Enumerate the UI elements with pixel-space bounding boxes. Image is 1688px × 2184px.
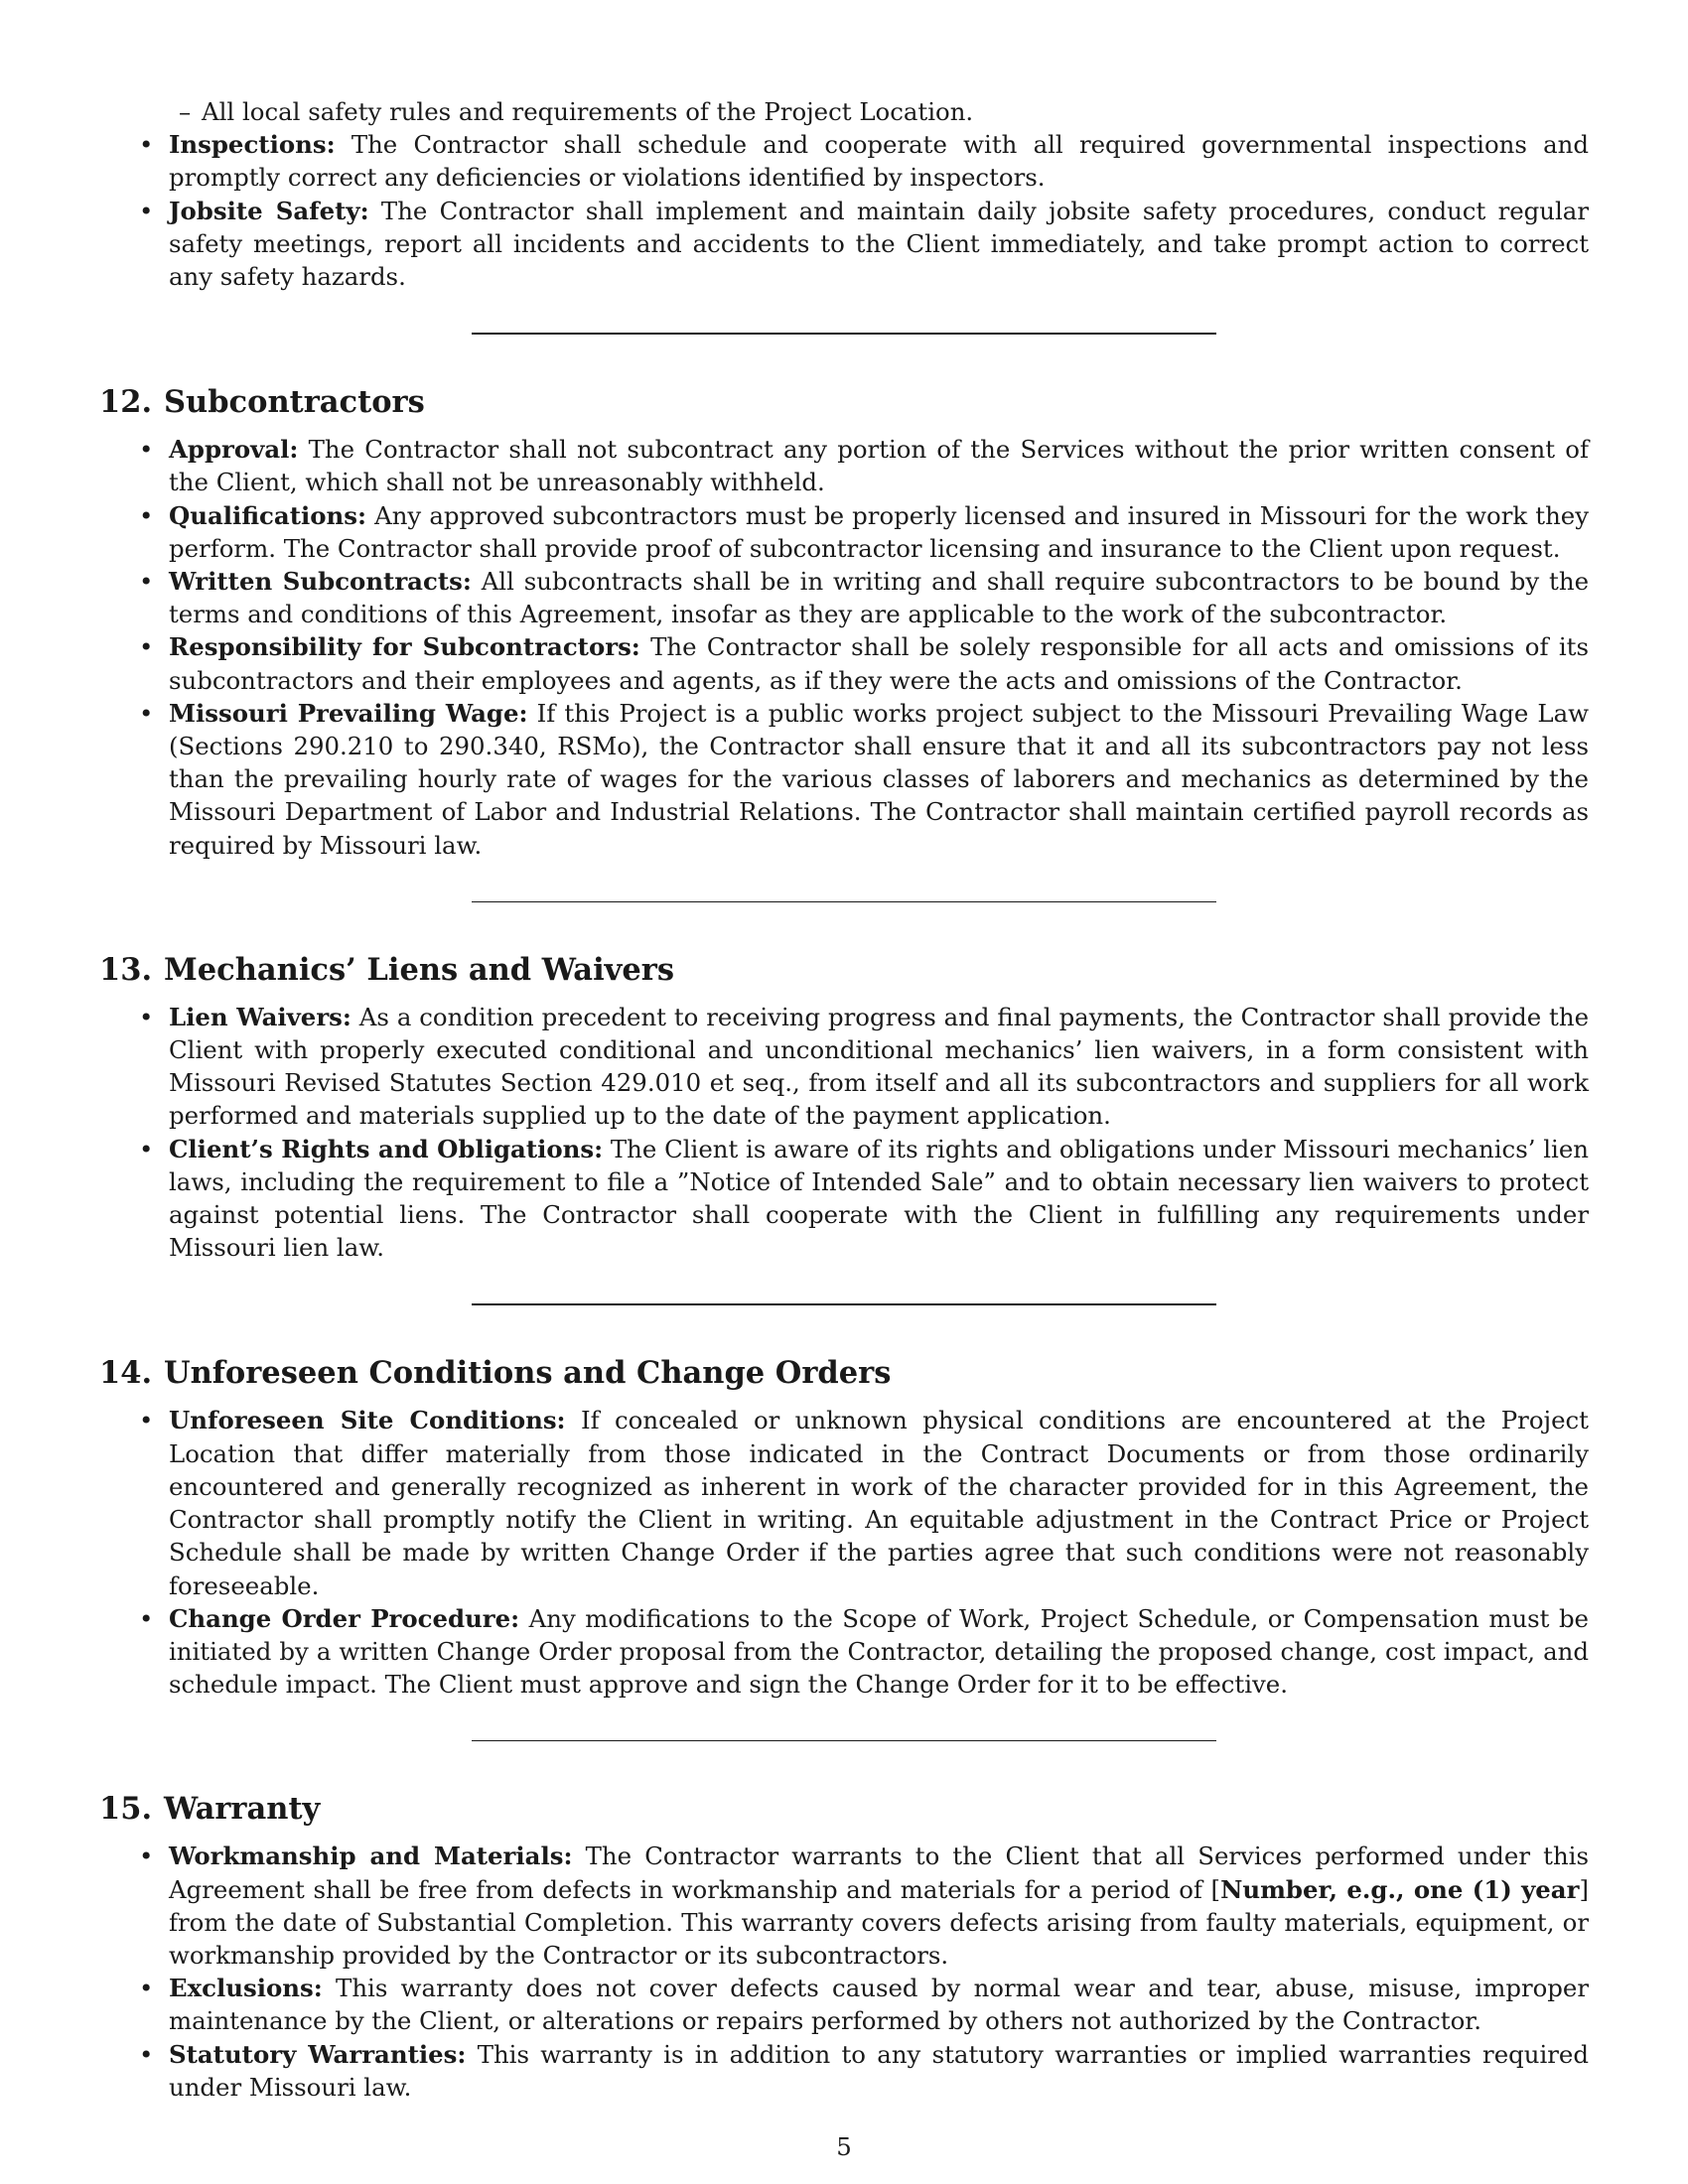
- section-divider: [472, 333, 1216, 335]
- item-text: The Contractor shall not subcontract any portion of the Services without the prior written consent of the Client, which shall not be unreasonably withheld.: [169, 435, 1589, 497]
- list-item: [99, 697, 1589, 862]
- item-text: All subcontracts shall be in writing and shall require subcontractors to be bound by the terms and conditions of this Agreement, insofar as they are applicable to the work of the subcontractor.: [169, 567, 1589, 629]
- bullet-icon: •: [139, 1134, 154, 1163]
- item-term: Qualifications:: [169, 500, 366, 530]
- section-number: 13.: [99, 951, 153, 988]
- bullet-icon: •: [139, 196, 154, 225]
- dash-marker: –: [179, 97, 192, 126]
- item-text: The Contractor warrants to the Client that all Services performed under this Agreement shall be free from defects in workmanship and materials for a period of [: [169, 1842, 1589, 1904]
- section-number: 12.: [99, 384, 153, 421]
- item-text: The Contractor shall be solely responsible for all acts and omissions of its subcontractors and their employees and agents, as if they were the acts and omissions of the Contractor.: [169, 632, 1589, 695]
- list-item: [99, 565, 1589, 630]
- bullet-icon: •: [139, 632, 154, 662]
- item-term: Change Order Procedure:: [169, 1603, 520, 1633]
- list-item: [99, 1133, 1589, 1265]
- item-text: The Client is aware of its rights and obligations under Missouri mechanics’ lien laws, including the requirement to file a ”Notice of Intended Sale” and to obtain necessary lien waivers to protect against potential liens. The Contractor shall cooperate with the Client in fulfilling any requirements under Missouri lien law.: [169, 1134, 1589, 1263]
- item-term: Client’s Rights and Obligations:: [169, 1134, 604, 1163]
- page-number: 5: [836, 2132, 852, 2161]
- list-item: [99, 2038, 1589, 2104]
- section-title: Mechanics’ Liens and Waivers: [164, 951, 675, 988]
- item-term: Unforeseen Site Conditions:: [169, 1406, 566, 1435]
- bullet-icon: •: [139, 500, 154, 530]
- list-item: [99, 1602, 1589, 1702]
- list-item: [99, 499, 1589, 565]
- section-12-list: [99, 433, 1589, 862]
- item-text: Any approved subcontractors must be properly licensed and insured in Missouri for the work they perform. The Contractor shall provide proof of subcontractor licensing and insurance to the Client upon request.: [169, 500, 1589, 563]
- item-text: This warranty is in addition to any statutory warranties or implied warranties required under Missouri law.: [169, 2039, 1589, 2102]
- bullet-icon: •: [139, 1974, 154, 2003]
- section-13-list: [99, 1001, 1589, 1265]
- bullet-icon: •: [139, 567, 154, 597]
- item-text: The Contractor shall schedule and cooperate with all required governmental inspections and promptly correct any deficiencies or violations identified by inspectors.: [169, 130, 1589, 193]
- list-item: [99, 433, 1589, 498]
- bullet-icon: •: [139, 1842, 154, 1871]
- item-term: Lien Waivers:: [169, 1002, 352, 1031]
- dash-list-item: [99, 95, 1589, 128]
- section-title: Subcontractors: [164, 384, 425, 421]
- dash-item-text: All local safety rules and requirements of the Project Location.: [202, 97, 974, 126]
- warranty-period-placeholder: Number, e.g., one (1) year: [1220, 1874, 1580, 1904]
- bullet-icon: •: [139, 1002, 154, 1031]
- list-item: [99, 1840, 1589, 1972]
- bullet-icon: •: [139, 1406, 154, 1435]
- section-heading-12: [99, 382, 1589, 422]
- list-item: [99, 128, 1589, 194]
- section-number: 15.: [99, 1791, 153, 1828]
- section-number: 14.: [99, 1355, 153, 1392]
- list-item: [99, 1001, 1589, 1133]
- item-term: Missouri Prevailing Wage:: [169, 698, 528, 728]
- item-text: If this Project is a public works project subject to the Missouri Prevailing Wage Law (Sections 290.210 to 290.340, RSMo), the Contractor shall ensure that it and all its subcontractors pay not less than the prevailing hourly rate of wages for the various classes of laborers and mechanics as determined by the Missouri Department of Labor and Industrial Relations. The Contractor shall maintain certified payroll records as required by Missouri law.: [169, 698, 1589, 860]
- item-term: Statutory Warranties:: [169, 2039, 467, 2069]
- item-text: The Contractor shall implement and maintain daily jobsite safety procedures, conduct regular safety meetings, report all incidents and accidents to the Client immediately, and take prompt action to correct any safety hazards.: [169, 196, 1589, 292]
- item-term: Jobsite Safety:: [169, 196, 369, 225]
- section-heading-15: [99, 1789, 1589, 1829]
- prev-section-list: [99, 128, 1589, 293]
- section-divider: [472, 1740, 1216, 1741]
- section-heading-14: [99, 1353, 1589, 1393]
- section-title: Warranty: [164, 1791, 321, 1828]
- bullet-icon: •: [139, 435, 154, 465]
- item-text: As a condition precedent to receiving progress and final payments, the Contractor shall provide the Client with properly executed conditional and unconditional mechanics’ lien waivers, in a form consistent with Missouri Revised Statutes Section 429.010 et seq., from itself and all its subcontractors and suppliers for all work performed and materials supplied up to the date of the payment application.: [169, 1002, 1590, 1131]
- bullet-icon: •: [139, 2039, 154, 2069]
- section-divider: [472, 901, 1216, 902]
- list-item: [99, 1972, 1589, 2037]
- list-item: [99, 1404, 1589, 1601]
- list-item: [99, 630, 1589, 696]
- item-text: ] from the date of Substantial Completion. This warranty covers defects arising from faulty materials, equipment, or workmanship provided by the Contractor or its subcontractors.: [169, 1874, 1589, 1970]
- item-term: Approval:: [169, 435, 299, 465]
- section-title: Unforeseen Conditions and Change Orders: [164, 1355, 892, 1392]
- bullet-icon: •: [139, 698, 154, 728]
- section-15-list: [99, 1840, 1589, 2104]
- section-divider: [472, 1303, 1216, 1305]
- section-heading-13: [99, 950, 1589, 990]
- item-term: Exclusions:: [169, 1974, 323, 2003]
- item-text: Any modifications to the Scope of Work, Project Schedule, or Compensation must be initiated by a written Change Order proposal from the Contractor, detailing the proposed change, cost impact, and schedule impact. The Client must approve and sign the Change Order for it to be effective.: [169, 1603, 1589, 1700]
- item-text: If concealed or unknown physical conditions are encountered at the Project Location that differ materially from those indicated in the Contract Documents or from those ordinarily encountered and generally recognized as inherent in work of the character provided for in this Agreement, the Contractor shall promptly notify the Client in writing. An equitable adjustment in the Contract Price or Project Schedule shall be made by written Change Order if the parties agree that such conditions were not reasonably foreseeable.: [169, 1406, 1589, 1600]
- item-term: Inspections:: [169, 130, 336, 160]
- bullet-icon: •: [139, 130, 154, 160]
- item-term: Written Subcontracts:: [169, 567, 472, 597]
- section-14-list: [99, 1404, 1589, 1701]
- bullet-icon: •: [139, 1603, 154, 1633]
- item-term: Workmanship and Materials:: [169, 1842, 573, 1871]
- document-page: [99, 95, 1589, 2104]
- item-text: This warranty does not cover defects caused by normal wear and tear, abuse, misuse, improper maintenance by the Client, or alterations or repairs performed by others not authorized by the Contractor.: [169, 1974, 1589, 2036]
- item-term: Responsibility for Subcontractors:: [169, 632, 640, 662]
- list-item: [99, 195, 1589, 294]
